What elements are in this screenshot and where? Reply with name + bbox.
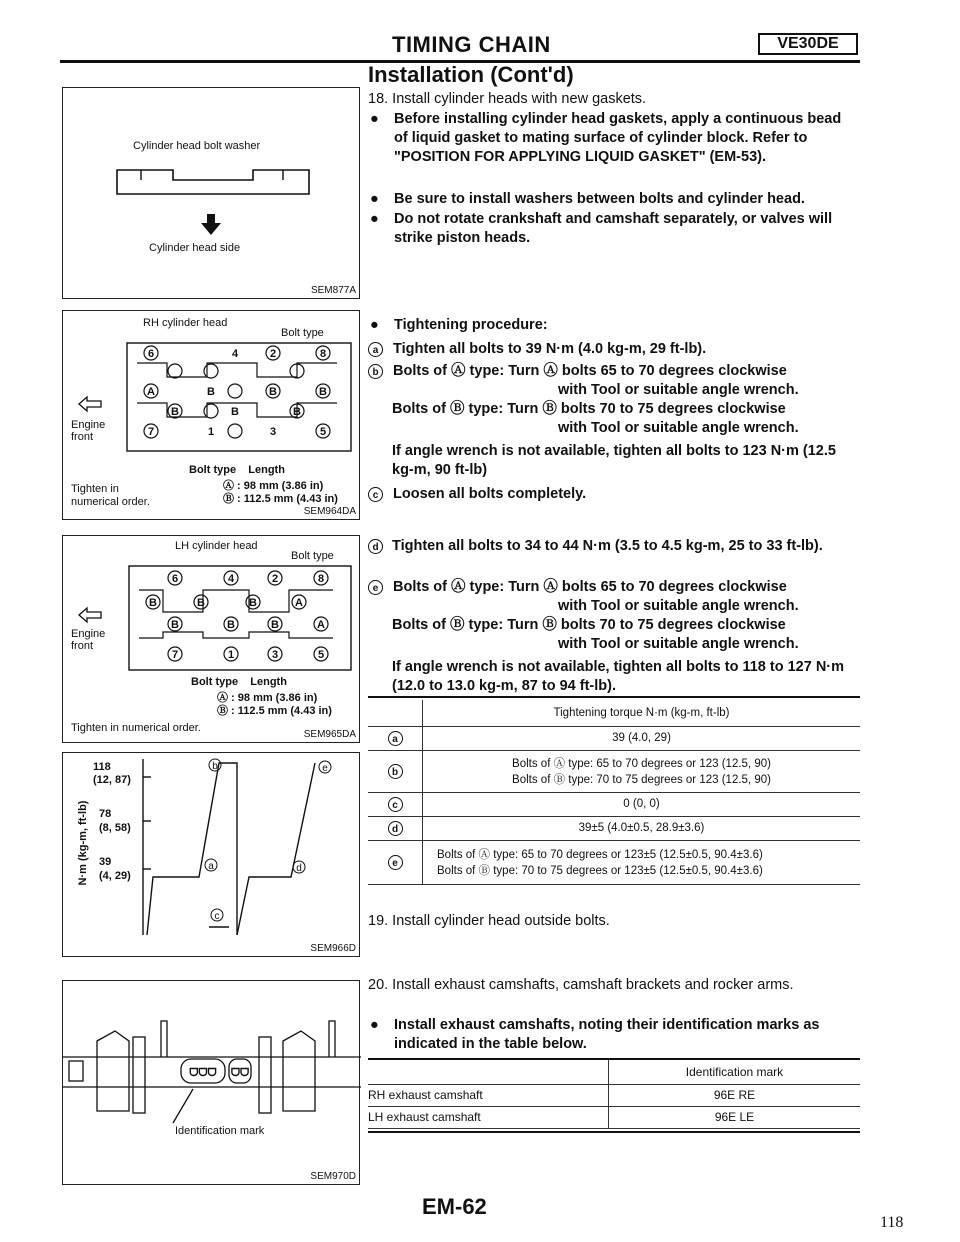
step-marker-d: d (368, 539, 383, 554)
table-cell (423, 840, 861, 884)
step-marker-a: a (368, 342, 383, 357)
step-19: 19. Install cylinder head outside bolts. (368, 913, 610, 929)
svg-text:B: B (269, 386, 277, 398)
svg-text:A: A (147, 386, 155, 398)
svg-text:1: 1 (207, 426, 215, 438)
page-code: EM-62 (422, 1194, 487, 1219)
left-arrow-icon (77, 395, 103, 413)
svg-text:3: 3 (269, 426, 277, 438)
page-number: 118 (880, 1214, 904, 1231)
bolt-a-length: Ⓐ : 98 mm (3.86 in) (223, 480, 324, 492)
rh-head-drawing (123, 339, 355, 457)
bullet-18-2: ● Be sure to install washers between bolts and cylinder head. (368, 190, 858, 210)
table-cell (423, 750, 861, 792)
step-b2: Bolts of Ⓑ type: Turn Ⓑ bolts 70 to 75 degrees clockwise (392, 401, 786, 417)
table-cell: LH exhaust camshaft (368, 1106, 609, 1128)
bullet-text: Do not rotate crankshaft and camshaft separately, or valves will strike piston heads. (394, 211, 833, 246)
svg-text:4: 4 (227, 573, 235, 585)
svg-text:B: B (319, 386, 327, 398)
figure-rh-cylinder-head (62, 310, 360, 520)
bolt-type-length-header: Bolt type Length (191, 676, 287, 688)
step-b1-cont: with Tool or suitable angle wrench. (558, 382, 799, 398)
table-cell (368, 726, 423, 750)
step-d-text: Tighten all bolts to 34 to 44 N·m (3.5 to 4.5 kg-m, 25 to 33 ft-lb). (392, 538, 823, 554)
table-row (368, 840, 860, 884)
bullet-18-3: ● Do not rotate crankshaft and camshaft separately, or valves will strike piston heads. (368, 210, 858, 250)
y-axis-label: N·m (kg-m, ft-lb) (77, 800, 89, 886)
svg-text:2: 2 (271, 573, 279, 585)
section-subtitle: Installation (Cont'd) (368, 62, 574, 87)
svg-text:5: 5 (317, 649, 325, 661)
step-b2-cont: with Tool or suitable angle wrench. (558, 420, 799, 436)
table-row (368, 1084, 860, 1106)
y-tick-39: 39 (99, 856, 112, 868)
step-e3: If angle wrench is not available, tighten all bolts to 118 to 127 N·m (12.0 to 13.0 kg-m, 87 to 94 ft-lb). (392, 659, 845, 694)
id-table-bottom-rule (368, 1131, 860, 1133)
step-marker-e: e (368, 580, 383, 595)
step-c-text: Loosen all bolts completely. (393, 486, 587, 502)
svg-text:b: b (212, 761, 218, 772)
step-marker-c: c (368, 487, 383, 502)
figure-camshaft (62, 980, 360, 1185)
svg-text:A: A (295, 597, 303, 609)
step-marker-b: b (368, 364, 383, 379)
washer-drawing (113, 162, 313, 202)
down-arrow-icon (201, 214, 221, 236)
svg-text:B: B (227, 619, 235, 631)
svg-text:B: B (171, 406, 179, 418)
step-b3: If angle wrench is not available, tighten all bolts to 123 N·m (12.5 kg-m, 90 ft-lb) (392, 443, 836, 478)
svg-text:B: B (197, 597, 205, 609)
y-tick-78: 78 (99, 808, 112, 820)
step-marker-b: b (388, 764, 403, 779)
step-marker-c: c (388, 797, 403, 812)
table-line: Bolts of Ⓐ type: 65 to 70 degrees or 123±5 (12.5±0.5, 90.4±3.6) (437, 849, 763, 861)
bolt-b-length: Ⓑ : 112.5 mm (4.43 in) (223, 493, 338, 505)
washer-label: Cylinder head bolt washer (133, 140, 261, 152)
table-row (368, 816, 860, 840)
svg-text:6: 6 (171, 573, 179, 585)
page-title: TIMING CHAIN (392, 32, 551, 57)
camshaft-drawing (63, 1001, 361, 1131)
table-row (368, 726, 860, 750)
table-cell (368, 816, 423, 840)
table-cell: 0 (0, 0) (423, 792, 861, 816)
table-cell: 96E RE (609, 1084, 861, 1106)
table-cell (368, 792, 423, 816)
step-e2-cont: with Tool or suitable angle wrench. (558, 636, 799, 652)
identification-mark-label: Identification mark (175, 1125, 265, 1137)
bullet-text: Before installing cylinder head gaskets, apply a continuous bead of liquid gasket to mating surface of cylinder block. Refer to "POSITION FOR APPLYING LIQUID GASKET" (EM-53). (394, 111, 842, 165)
left-arrow-icon (77, 606, 103, 624)
table-cell (368, 750, 423, 792)
table-cell (368, 700, 423, 726)
rh-head-title: RH cylinder head (143, 317, 228, 329)
table-cell: 39±5 (4.0±0.5, 28.9±3.6) (423, 816, 861, 840)
engine-front-label: Engine front (71, 628, 106, 652)
y-tick-78-alt: (8, 58) (99, 822, 131, 834)
table-cell (368, 1060, 609, 1084)
torque-table (368, 700, 860, 885)
table-row (368, 1106, 860, 1128)
step-a-text: Tighten all bolts to 39 N·m (4.0 kg-m, 29 ft-lb). (393, 341, 707, 357)
figure-code: SEM877A (310, 285, 356, 296)
step-c (368, 485, 860, 504)
svg-text:1: 1 (227, 649, 235, 661)
svg-text:3: 3 (271, 649, 279, 661)
bullet-20: ● Install exhaust camshafts, noting their identification marks as indicated in the table below. (368, 1016, 858, 1056)
table-row (368, 750, 860, 792)
svg-text:d: d (296, 863, 302, 874)
step-b1-text: Bolts of Ⓐ type: Turn Ⓐ bolts 65 to 70 degrees clockwise (393, 363, 787, 379)
lh-head-drawing (125, 562, 355, 674)
table-cell: RH exhaust camshaft (368, 1084, 609, 1106)
svg-text:8: 8 (319, 348, 327, 360)
svg-text:B: B (249, 597, 257, 609)
svg-text:5: 5 (319, 426, 327, 438)
bullet-18-1: ● Before installing cylinder head gaskets, apply a continuous bead of liquid gasket to mating surface of cylinder block. Refer to "POSITION FOR APPLYING LIQUID GASKET" (EM-53). (368, 110, 858, 186)
bolt-b-length: Ⓑ : 112.5 mm (4.43 in) (217, 705, 332, 717)
svg-text:a: a (208, 861, 214, 872)
step-a (368, 340, 860, 359)
table-header-row (368, 1060, 860, 1084)
svg-text:B: B (207, 386, 215, 398)
step-20: 20. Install exhaust camshafts, camshaft brackets and rocker arms. (368, 977, 794, 993)
bolt-a-length: Ⓐ : 98 mm (3.86 in) (217, 692, 318, 704)
step-b1 (368, 362, 860, 381)
identification-table (368, 1060, 860, 1129)
bolt-type-label: Bolt type (291, 550, 334, 562)
bolt-type-length-header: Bolt type Length (189, 464, 285, 476)
svg-text:c: c (214, 911, 220, 922)
svg-text:B: B (271, 619, 279, 631)
tightening-title: ● Tightening procedure: (368, 316, 858, 336)
table-line: Bolts of Ⓐ type: 65 to 70 degrees or 123 (12.5, 90) (512, 758, 771, 770)
figure-code: SEM966D (310, 943, 356, 954)
lh-head-title: LH cylinder head (175, 540, 258, 552)
figure-torque-graph (62, 752, 360, 957)
figure-code: SEM964DA (303, 506, 356, 517)
table-header: Identification mark (609, 1060, 861, 1084)
svg-text:B: B (171, 619, 179, 631)
table-line: Bolts of Ⓑ type: 70 to 75 degrees or 123 (12.5, 90) (512, 774, 771, 786)
y-tick-39-alt: (4, 29) (99, 870, 131, 882)
tighten-order-note: Tighten in numerical order. (71, 722, 201, 734)
svg-text:B: B (293, 406, 301, 418)
table-header-row (368, 700, 860, 726)
svg-text:B: B (231, 406, 239, 418)
svg-text:e: e (322, 763, 328, 774)
engine-badge-label: VE30DE (777, 35, 839, 52)
svg-text:6: 6 (147, 348, 155, 360)
step-marker-a: a (388, 731, 403, 746)
svg-text:A: A (317, 619, 325, 631)
svg-text:7: 7 (171, 649, 179, 661)
table-row (368, 792, 860, 816)
svg-text:7: 7 (147, 426, 155, 438)
tightening-title-text: Tightening procedure: (394, 317, 548, 333)
table-cell (368, 840, 423, 884)
svg-text:2: 2 (269, 348, 277, 360)
svg-text:ᗜᗜᗜ: ᗜᗜᗜ (189, 1067, 217, 1079)
step-18: 18. Install cylinder heads with new gaskets. (368, 91, 647, 107)
bullet-text: Install exhaust camshafts, noting their identification marks as indicated in the table below. (394, 1017, 820, 1052)
torque-table-top-rule (368, 696, 860, 698)
table-line: Bolts of Ⓑ type: 70 to 75 degrees or 123±5 (12.5±0.5, 90.4±3.6) (437, 865, 763, 877)
figure-code: SEM965DA (303, 729, 356, 740)
y-tick-118: 118 (93, 761, 111, 773)
step-marker-d: d (388, 821, 403, 836)
y-tick-118-alt: (12, 87) (93, 774, 131, 786)
engine-front-label: Engine front (71, 419, 106, 443)
step-e1 (368, 578, 860, 597)
svg-text:8: 8 (317, 573, 325, 585)
svg-text:ᗜᗜ: ᗜᗜ (230, 1067, 250, 1079)
table-cell: 39 (4.0, 29) (423, 726, 861, 750)
svg-text:4: 4 (231, 348, 239, 360)
figure-washer (62, 87, 360, 299)
table-header: Tightening torque N·m (kg-m, ft-lb) (423, 700, 861, 726)
svg-text:B: B (149, 597, 157, 609)
tighten-order-note: Tighten in numerical order. (71, 483, 150, 508)
torque-curve (139, 757, 357, 941)
table-cell: 96E LE (609, 1106, 861, 1128)
figure-lh-cylinder-head (62, 535, 360, 743)
step-e1-text: Bolts of Ⓐ type: Turn Ⓐ bolts 65 to 70 degrees clockwise (393, 579, 787, 595)
cylinder-head-side-label: Cylinder head side (149, 242, 241, 254)
step-e1-cont: with Tool or suitable angle wrench. (558, 598, 799, 614)
bolt-type-label: Bolt type (281, 327, 324, 339)
bullet-text: Be sure to install washers between bolts and cylinder head. (394, 191, 805, 207)
figure-code: SEM970D (310, 1171, 356, 1182)
engine-badge (758, 33, 858, 55)
step-marker-e: e (388, 855, 403, 870)
step-e2: Bolts of Ⓑ type: Turn Ⓑ bolts 70 to 75 degrees clockwise (392, 617, 786, 633)
